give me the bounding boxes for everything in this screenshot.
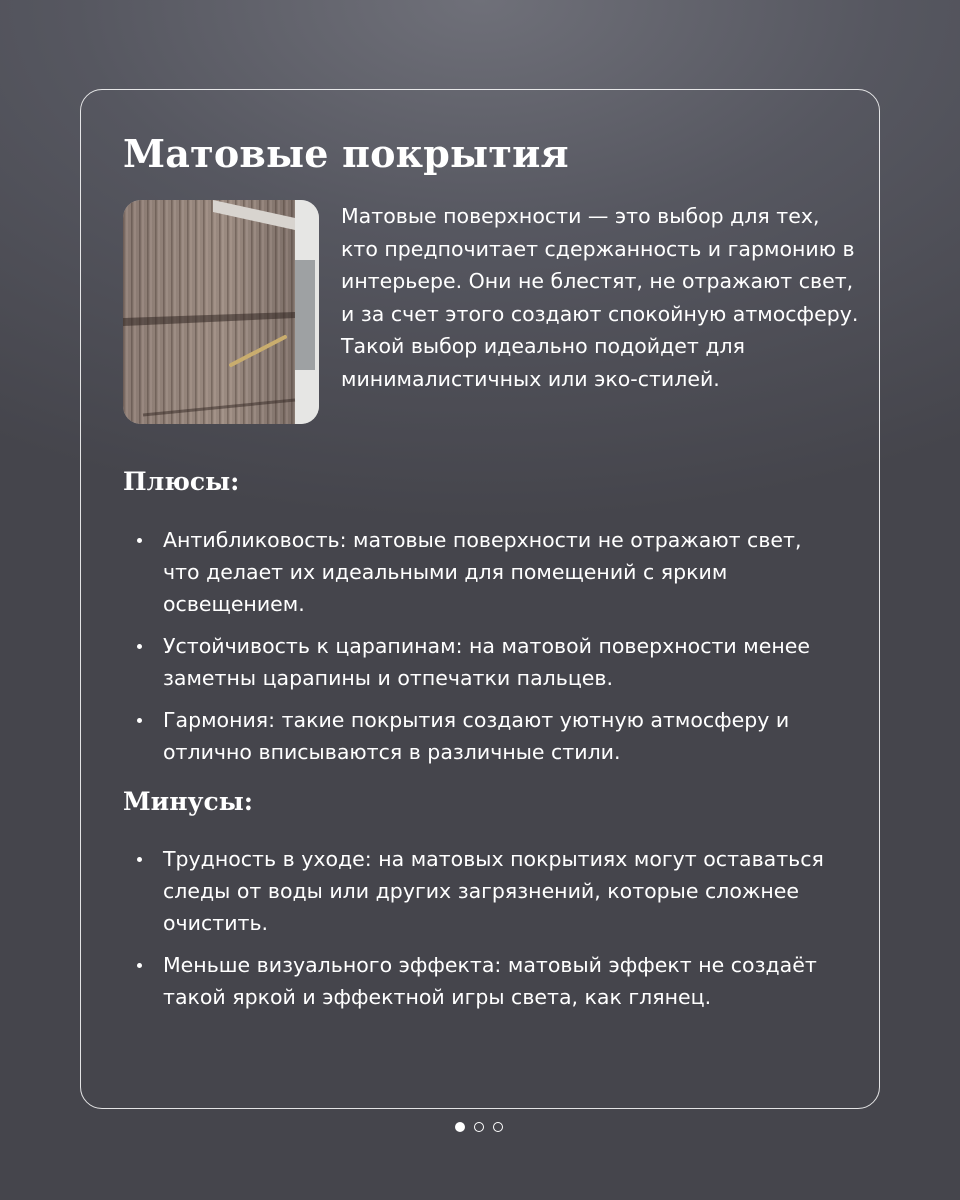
intro-paragraph: Матовые поверхности — это выбор для тех, кто предпочитает сдержанность и гармонию в интерьере. Они не блестят, не отражают свет, и за счет этого создают спокойную атмосферу. Такой выбор идеально подойдет для минималистичных или эко-стилей.: [341, 204, 859, 391]
list-item: [123, 949, 843, 1013]
pagination-dots: [455, 1122, 503, 1132]
list-item: [123, 524, 843, 620]
content-card: [80, 89, 880, 1109]
list-item-text: Устойчивость к царапинам: на матовой поверхности менее заметны царапины и отпечатки пальцев.: [163, 634, 810, 690]
cons-heading: Минусы:: [123, 787, 254, 816]
list-item: [123, 630, 843, 694]
pagination-dot-2[interactable]: [474, 1122, 484, 1132]
pros-list: [123, 524, 843, 778]
list-item-text: Меньше визуального эффекта: матовый эффект не создаёт такой яркой и эффектной игры света, как глянец.: [163, 953, 817, 1009]
bullet-icon: [137, 644, 142, 649]
bullet-icon: [137, 963, 142, 968]
list-item-text: Гармония: такие покрытия создают уютную атмосферу и отлично вписываются в различные стили.: [163, 708, 790, 764]
pagination-dot-1[interactable]: [455, 1122, 465, 1132]
bullet-icon: [137, 538, 142, 543]
pagination-dot-3[interactable]: [493, 1122, 503, 1132]
list-item-text: Антибликовость: матовые поверхности не отражают свет, что делает их идеальными для помещений с ярким освещением.: [163, 528, 802, 616]
bullet-icon: [137, 718, 142, 723]
list-item: [123, 704, 843, 768]
bullet-icon: [137, 857, 142, 862]
list-item: [123, 843, 843, 939]
cons-list: [123, 843, 843, 1023]
matte-panel-photo: [123, 200, 319, 424]
pros-heading: Плюсы:: [123, 467, 240, 496]
list-item-text: Трудность в уходе: на матовых покрытиях могут оставаться следы от воды или других загрязнений, которые сложнее очистить.: [163, 847, 824, 935]
page-title: Матовые покрытия: [123, 131, 569, 176]
